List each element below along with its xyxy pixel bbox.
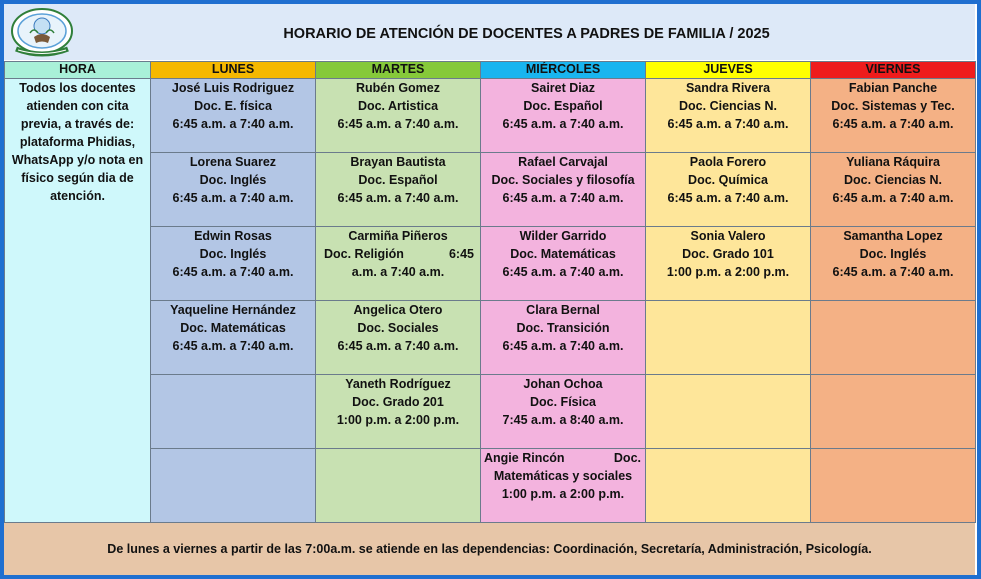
teacher-name: Angie Rincón (484, 451, 565, 465)
teacher-time: 6:45 a.m. a 7:40 a.m. (832, 265, 954, 279)
teacher-name: Lorena Suarez (189, 155, 277, 169)
empty-cell (811, 301, 976, 375)
teacher-time-end: a.m. a 7:40 a.m. (351, 265, 445, 279)
teacher-cell (316, 227, 481, 301)
teacher-cell (316, 79, 481, 153)
teacher-time: 6:45 a.m. a 7:40 a.m. (502, 339, 624, 353)
teacher-name: Sandra Rivera (685, 81, 771, 95)
column-header-miercoles: MIÉRCOLES (481, 62, 646, 79)
teacher-subject: Doc. Grado 101 (682, 247, 774, 261)
teacher-cell (316, 375, 481, 449)
teacher-subject: Doc. Inglés (199, 247, 267, 261)
teacher-time: 6:45 a.m. a 7:40 a.m. (667, 191, 789, 205)
teacher-name: Rubén Gomez (355, 81, 441, 95)
schedule-table (4, 61, 976, 523)
teacher-cell (151, 153, 316, 227)
teacher-subject: Doc. Inglés (859, 247, 927, 261)
teacher-subject: Doc. Ciencias N. (844, 173, 942, 187)
teacher-subject-prefix: Doc. (613, 451, 641, 465)
teacher-subject: Doc. Artistica (357, 99, 439, 113)
column-header-jueves: JUEVES (646, 62, 811, 79)
teacher-name: Yuliana Ráquira (846, 155, 940, 169)
teacher-time: 6:45 a.m. a 7:40 a.m. (502, 265, 624, 279)
teacher-name: Edwin Rosas (194, 229, 272, 243)
teacher-time: 6:45 a.m. a 7:40 a.m. (832, 117, 954, 131)
empty-cell (811, 375, 976, 449)
empty-cell (151, 375, 316, 449)
teacher-time: 6:45 a.m. a 7:40 a.m. (337, 191, 459, 205)
teacher-subject: Doc. Física (530, 395, 596, 409)
teacher-name: Brayan Bautista (350, 155, 446, 169)
teacher-cell (646, 79, 811, 153)
teacher-subject: Doc. Química (688, 173, 768, 187)
teacher-subject: Doc. E. física (194, 99, 272, 113)
teacher-name-line (481, 449, 645, 467)
header-row (5, 62, 976, 79)
column-header-hora: HORA (5, 62, 151, 79)
teacher-subject: Doc. Religión (324, 247, 404, 261)
teacher-subject: Doc. Matemáticas (180, 321, 286, 335)
teacher-name: Clara Bernal (526, 303, 600, 317)
teacher-time: 6:45 a.m. a 7:40 a.m. (172, 339, 294, 353)
teacher-cell (481, 449, 646, 523)
teacher-cell (646, 153, 811, 227)
teacher-subject: Doc. Grado 201 (352, 395, 444, 409)
teacher-time: 6:45 a.m. a 7:40 a.m. (172, 117, 294, 131)
teacher-subject-time-line (316, 245, 480, 263)
hora-note: Todos los docentes atienden con cita previa, a través de: plataforma Phidias, WhatsApp y/o nota en físico según dia de atención. (5, 79, 151, 523)
teacher-cell (811, 153, 976, 227)
schedule-row (5, 79, 976, 153)
teacher-name: Fabian Panche (848, 81, 938, 95)
column-header-martes: MARTES (316, 62, 481, 79)
teacher-name: Samantha Lopez (843, 229, 943, 243)
footer-note: De lunes a viernes a partir de las 7:00a.m. se atiende en las dependencias: Coordinación, Secretaría, Administración, Psicología. (4, 523, 975, 575)
teacher-subject: Doc. Sistemas y Tec. (831, 99, 955, 113)
teacher-name: Sonia Valero (690, 229, 766, 243)
teacher-subject: Matemáticas y sociales (493, 469, 633, 483)
header-bar (4, 4, 975, 60)
empty-cell (811, 449, 976, 523)
teacher-time: 6:45 a.m. a 7:40 a.m. (502, 191, 624, 205)
teacher-cell (151, 227, 316, 301)
teacher-cell (316, 301, 481, 375)
teacher-cell (481, 79, 646, 153)
teacher-name: Angelica Otero (353, 303, 443, 317)
teacher-subject: Doc. Sociales y filosofía (491, 173, 635, 187)
column-header-lunes: LUNES (151, 62, 316, 79)
teacher-time: 6:45 a.m. a 7:40 a.m. (667, 117, 789, 131)
schedule-row (5, 153, 976, 227)
teacher-subject: Doc. Ciencias N. (679, 99, 777, 113)
teacher-time: 6:45 a.m. a 7:40 a.m. (337, 117, 459, 131)
teacher-time: 7:45 a.m. a 8:40 a.m. (502, 413, 624, 427)
teacher-cell (481, 153, 646, 227)
school-logo (8, 7, 76, 59)
schedule-row (5, 375, 976, 449)
schedule-row (5, 449, 976, 523)
teacher-cell (151, 301, 316, 375)
empty-cell (646, 301, 811, 375)
teacher-cell (316, 153, 481, 227)
teacher-time: 1:00 p.m. a 2:00 p.m. (501, 487, 625, 501)
teacher-time: 6:45 a.m. a 7:40 a.m. (172, 265, 294, 279)
teacher-name: Johan Ochoa (523, 377, 603, 391)
column-header-viernes: VIERNES (811, 62, 976, 79)
teacher-cell (811, 227, 976, 301)
teacher-subject: Doc. Sociales (357, 321, 439, 335)
schedule-row (5, 301, 976, 375)
teacher-subject: Doc. Inglés (199, 173, 267, 187)
teacher-cell (811, 79, 976, 153)
teacher-time: 6:45 a.m. a 7:40 a.m. (337, 339, 459, 353)
teacher-cell (481, 227, 646, 301)
teacher-subject: Doc. Transición (516, 321, 610, 335)
teacher-name: Yaneth Rodríguez (345, 377, 451, 391)
teacher-name: Rafael Carvajal (518, 155, 608, 169)
empty-cell (316, 449, 481, 523)
teacher-time: 6:45 a.m. a 7:40 a.m. (502, 117, 624, 131)
teacher-name: José Luis Rodriguez (171, 81, 295, 95)
page-title: HORARIO DE ATENCIÓN DE DOCENTES A PADRES DE FAMILIA / 2025 (283, 26, 770, 42)
teacher-time: 6:45 a.m. a 7:40 a.m. (172, 191, 294, 205)
teacher-name: Yaqueline Hernández (170, 303, 296, 317)
teacher-cell (646, 227, 811, 301)
teacher-subject: Doc. Matemáticas (510, 247, 616, 261)
empty-cell (646, 375, 811, 449)
teacher-time: 1:00 p.m. a 2:00 p.m. (336, 413, 460, 427)
teacher-cell (481, 375, 646, 449)
schedule-row (5, 227, 976, 301)
teacher-time-start: 6:45 (448, 247, 474, 261)
empty-cell (151, 449, 316, 523)
teacher-time: 6:45 a.m. a 7:40 a.m. (832, 191, 954, 205)
teacher-name: Wilder Garrido (519, 229, 607, 243)
empty-cell (646, 449, 811, 523)
teacher-time: 1:00 p.m. a 2:00 p.m. (666, 265, 790, 279)
teacher-name: Carmiña Piñeros (348, 229, 448, 243)
teacher-subject: Doc. Español (523, 99, 603, 113)
teacher-subject: Doc. Español (358, 173, 438, 187)
teacher-name: Sairet Diaz (531, 81, 595, 95)
teacher-name: Paola Forero (689, 155, 767, 169)
teacher-cell (481, 301, 646, 375)
teacher-cell (151, 79, 316, 153)
